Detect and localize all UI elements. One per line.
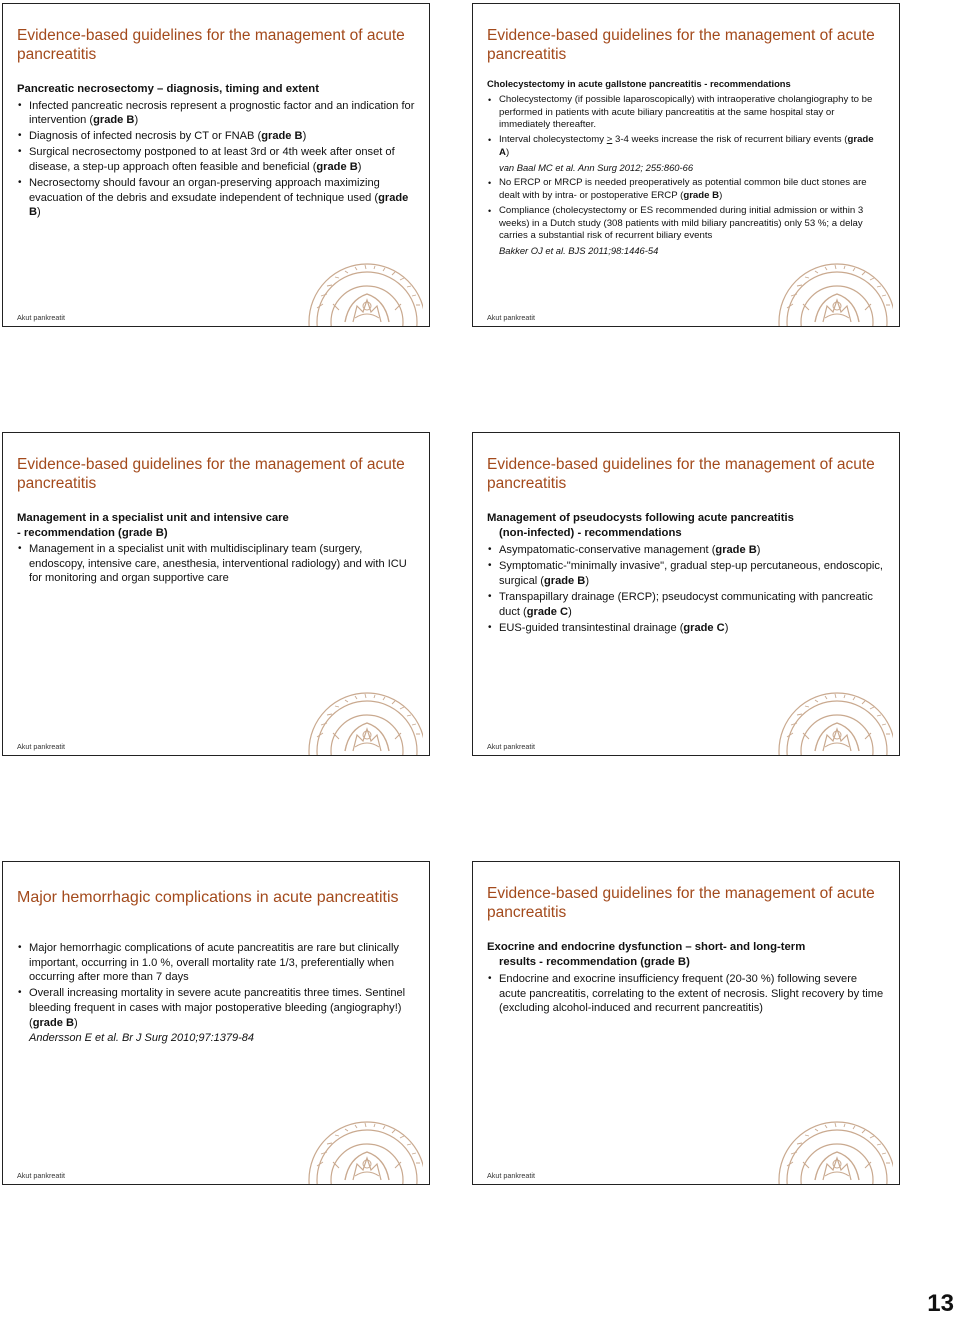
slide-body: [487, 511, 885, 635]
slide-footer: Akut pankreatit: [487, 313, 535, 322]
bullet-list: [17, 941, 415, 1030]
slide-body: [17, 82, 415, 220]
slide-4: [472, 432, 900, 756]
list-item: • Asympatomatic-conservative management (grade B): [487, 543, 885, 558]
bullet-list: [487, 94, 885, 160]
bullet-list: [17, 99, 415, 221]
list-item: • Major hemorrhagic complications of acute pancreatitis are rare but clinically important, occurring in 1.0 %, overall mortality rate 1/3, preferentially when occurring after more than 7 days: [17, 941, 415, 985]
slide-footer: Akut pankreatit: [17, 742, 65, 751]
university-seal-logo: [305, 689, 423, 755]
slide-2: [472, 3, 900, 327]
citation: van Baal MC et al. Ann Surg 2012; 255:860-66: [499, 162, 694, 174]
bullet-list: [487, 177, 885, 243]
slide-1: [2, 3, 430, 327]
slide-body: [17, 511, 415, 586]
slide-footer: Akut pankreatit: [17, 1171, 65, 1180]
slide-footer: Akut pankreatit: [487, 742, 535, 751]
slide-title: Evidence-based guidelines for the management of acute pancreatitis: [17, 27, 405, 63]
slide-title: Evidence-based guidelines for the management of acute pancreatitis: [487, 885, 875, 921]
slide-heading: Exocrine and endocrine dysfunction – short- and long-term results - recommendation (grade B): [487, 941, 806, 968]
list-item: • Surgical necrosectomy postponed to at least 3rd or 4th week after onset of disease, a step-up approach often feasible and beneficial (grade B): [17, 145, 415, 174]
university-seal-logo: [775, 1118, 893, 1184]
university-seal-logo: [775, 689, 893, 755]
list-item: • Interval cholecystectomy > 3-4 weeks increase the risk of recurrent biliary events (grade A): [487, 134, 885, 159]
slide-title: Evidence-based guidelines for the management of acute pancreatitis: [487, 27, 875, 63]
slide-body: [487, 78, 885, 257]
bullet-list: [17, 542, 415, 586]
slide-title: Evidence-based guidelines for the management of acute pancreatitis: [17, 456, 405, 492]
list-item: • Transpapillary drainage (ERCP); pseudocyst communicating with pancreatic duct (grade C): [487, 590, 885, 619]
slide-3: [2, 432, 430, 756]
page-number: 13: [927, 1290, 954, 1317]
slide-body: [17, 941, 415, 1045]
university-seal-logo: [775, 260, 893, 326]
list-item: • Overall increasing mortality in severe acute pancreatitis three times. Sentinel bleeding frequent in cases with major postoperative bleeding (angiography!) (grade B): [17, 986, 415, 1030]
slide-6: [472, 861, 900, 1185]
list-item: • Management in a specialist unit with multidisciplinary team (surgery, endoscopy, intensive care, anesthesia, interventional radiology) and with ICU for monitoring and organ supportive care: [17, 542, 415, 586]
bullet-list: [487, 972, 885, 1016]
university-seal-logo: [305, 1118, 423, 1184]
slide-heading: Management of pseudocysts following acute pancreatitis (non-infected) - recommendations: [487, 512, 794, 539]
citation: Andersson E et al. Br J Surg 2010;97:1379-84: [29, 1031, 255, 1044]
slide-heading: Management in a specialist unit and intensive care - recommendation (grade B): [17, 512, 289, 539]
list-item: • Compliance (cholecystectomy or ES recommended during initial admission or within 3 weeks) in a Dutch study (308 patients with mild biliary pancreatitis) only 53 %; a delay carries a substantial risk of recurrent biliary events: [487, 205, 885, 243]
slide-title: Major hemorrhagic complications in acute pancreatitis: [17, 889, 399, 906]
slide-footer: Akut pankreatit: [17, 313, 65, 322]
list-item: • Endocrine and exocrine insufficiency frequent (20-30 %) following severe acute pancreatitis, correlating to the extent of necrosis. Slight recovery by time (excluding alcohol-induced and recurrent pancreatitis): [487, 972, 885, 1016]
slide-heading: Pancreatic necrosectomy – diagnosis, timing and extent: [17, 83, 319, 95]
slide-footer: Akut pankreatit: [487, 1171, 535, 1180]
list-item: • Diagnosis of infected necrosis by CT or FNAB (grade B): [17, 129, 415, 144]
slide-5: [2, 861, 430, 1185]
slide-heading: Cholecystectomy in acute gallstone pancreatitis - recommendations: [487, 78, 791, 89]
slide-title: Evidence-based guidelines for the management of acute pancreatitis: [487, 456, 875, 492]
list-item: • Cholecystectomy (if possible laparoscopically) with intraoperative cholangiography to be performed in patients with acute biliary pancreatitis at the same hospital stay or immediately thereafter.: [487, 94, 885, 132]
slide-body: [487, 940, 885, 1016]
university-seal-logo: [305, 260, 423, 326]
list-item: • Symptomatic-"minimally invasive", gradual step-up percutaneous, endoscopic, surgical (grade B): [487, 559, 885, 588]
citation: Bakker OJ et al. BJS 2011;98:1446-54: [499, 245, 659, 257]
bullet-list: [487, 543, 885, 635]
list-item: • Infected pancreatic necrosis represent a prognostic factor and an indication for intervention (grade B): [17, 99, 415, 128]
list-item: • EUS-guided transintestinal drainage (grade C): [487, 621, 885, 636]
list-item: • No ERCP or MRCP is needed preoperatively as potential common bile duct stones are dealt with by intra- or postoperative ERCP (grade B): [487, 177, 885, 202]
list-item: • Necrosectomy should favour an organ-preserving approach maximizing evacuation of the debris and exsudate independent of technique used (grade B): [17, 176, 415, 220]
